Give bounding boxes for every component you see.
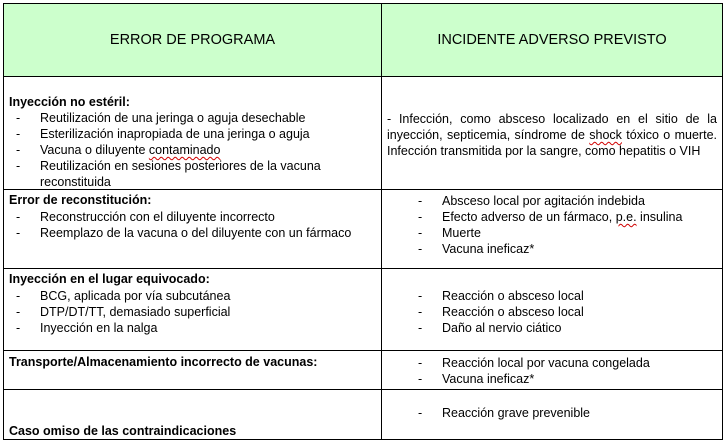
list-item: - BCG, aplicada por vía subcutánea: [16, 289, 231, 303]
error-list: [16, 110, 375, 190]
outcome-paragraph: - Infección, como absceso localizado en el sitio de la inyección, septicemia, síndrome de shock tóxico o muerte. Infección transmitida por la sangre, como hepatitis o VIH: [387, 112, 717, 158]
outcome-list: [418, 193, 716, 257]
row-title: Transporte/Almacenamiento incorrecto de vacunas:: [9, 355, 318, 369]
list-item: - DTP/DT/TT, demasiado superficial: [16, 305, 231, 319]
adverse-incident-cell: [382, 351, 722, 389]
program-error-cell: [4, 351, 382, 389]
list-item: - Reacción o absceso local: [418, 289, 584, 303]
list-item: - Reconstrucción con el diluyente incorrecto: [16, 210, 275, 224]
list-item: - Reacción local por vacuna congelada: [418, 356, 650, 370]
program-error-cell: [4, 390, 382, 439]
table-row: [4, 189, 722, 268]
list-item: - Vacuna ineficaz*: [418, 242, 535, 256]
adverse-incident-cell: [382, 390, 722, 439]
list-item: - Inyección en la nalga: [16, 321, 158, 335]
row-title: Error de reconstitución:: [9, 193, 152, 207]
list-item: - Daño al nervio ciático: [418, 321, 562, 335]
list-item: - Reutilización de una jeringa o aguja desechable: [16, 111, 306, 125]
table-row: [4, 268, 722, 350]
error-list: [16, 288, 375, 336]
table-header-row: [4, 4, 722, 76]
adverse-incident-cell: [382, 269, 722, 350]
header-adverse-incident: INCIDENTE ADVERSO PREVISTO: [437, 32, 667, 48]
list-item: - Vacuna o diluyente contaminado: [16, 143, 221, 157]
list-item: - Reemplazo de la vacuna o del diluyente con un fármaco: [16, 226, 352, 240]
program-error-cell: [4, 190, 382, 268]
list-item: - Reutilización en sesiones posteriores de la vacuna reconstituida: [16, 159, 321, 189]
table-row: [4, 350, 722, 389]
table-row: [4, 389, 722, 439]
row-title: Inyección no estéril:: [9, 95, 130, 109]
error-list: [16, 209, 375, 241]
row-title: Inyección en el lugar equivocado:: [9, 272, 210, 286]
list-item: - Reacción o absceso local: [418, 305, 584, 319]
list-item: - Vacuna ineficaz*: [418, 372, 535, 386]
program-error-cell: [4, 269, 382, 350]
header-program-error: ERROR DE PROGRAMA: [4, 4, 382, 76]
list-item: - Reacción grave prevenible: [418, 406, 591, 420]
list-item: - Esterilización inapropiada de una jeringa o aguja: [16, 127, 310, 141]
list-item: - Efecto adverso de un fármaco, p.e. insulina: [418, 210, 683, 224]
list-item: - Absceso local por agitación indebida: [418, 194, 645, 208]
adverse-incident-cell: [382, 190, 722, 268]
adverse-events-table: [3, 3, 723, 440]
table-row: [4, 76, 722, 189]
program-error-cell: [4, 77, 382, 189]
outcome-list: [418, 288, 716, 336]
outcome-list: [418, 405, 716, 421]
row-title: Caso omiso de las contraindicaciones: [9, 424, 237, 438]
outcome-list: [418, 355, 716, 387]
adverse-incident-cell: [382, 77, 722, 189]
list-item: - Muerte: [418, 226, 481, 240]
